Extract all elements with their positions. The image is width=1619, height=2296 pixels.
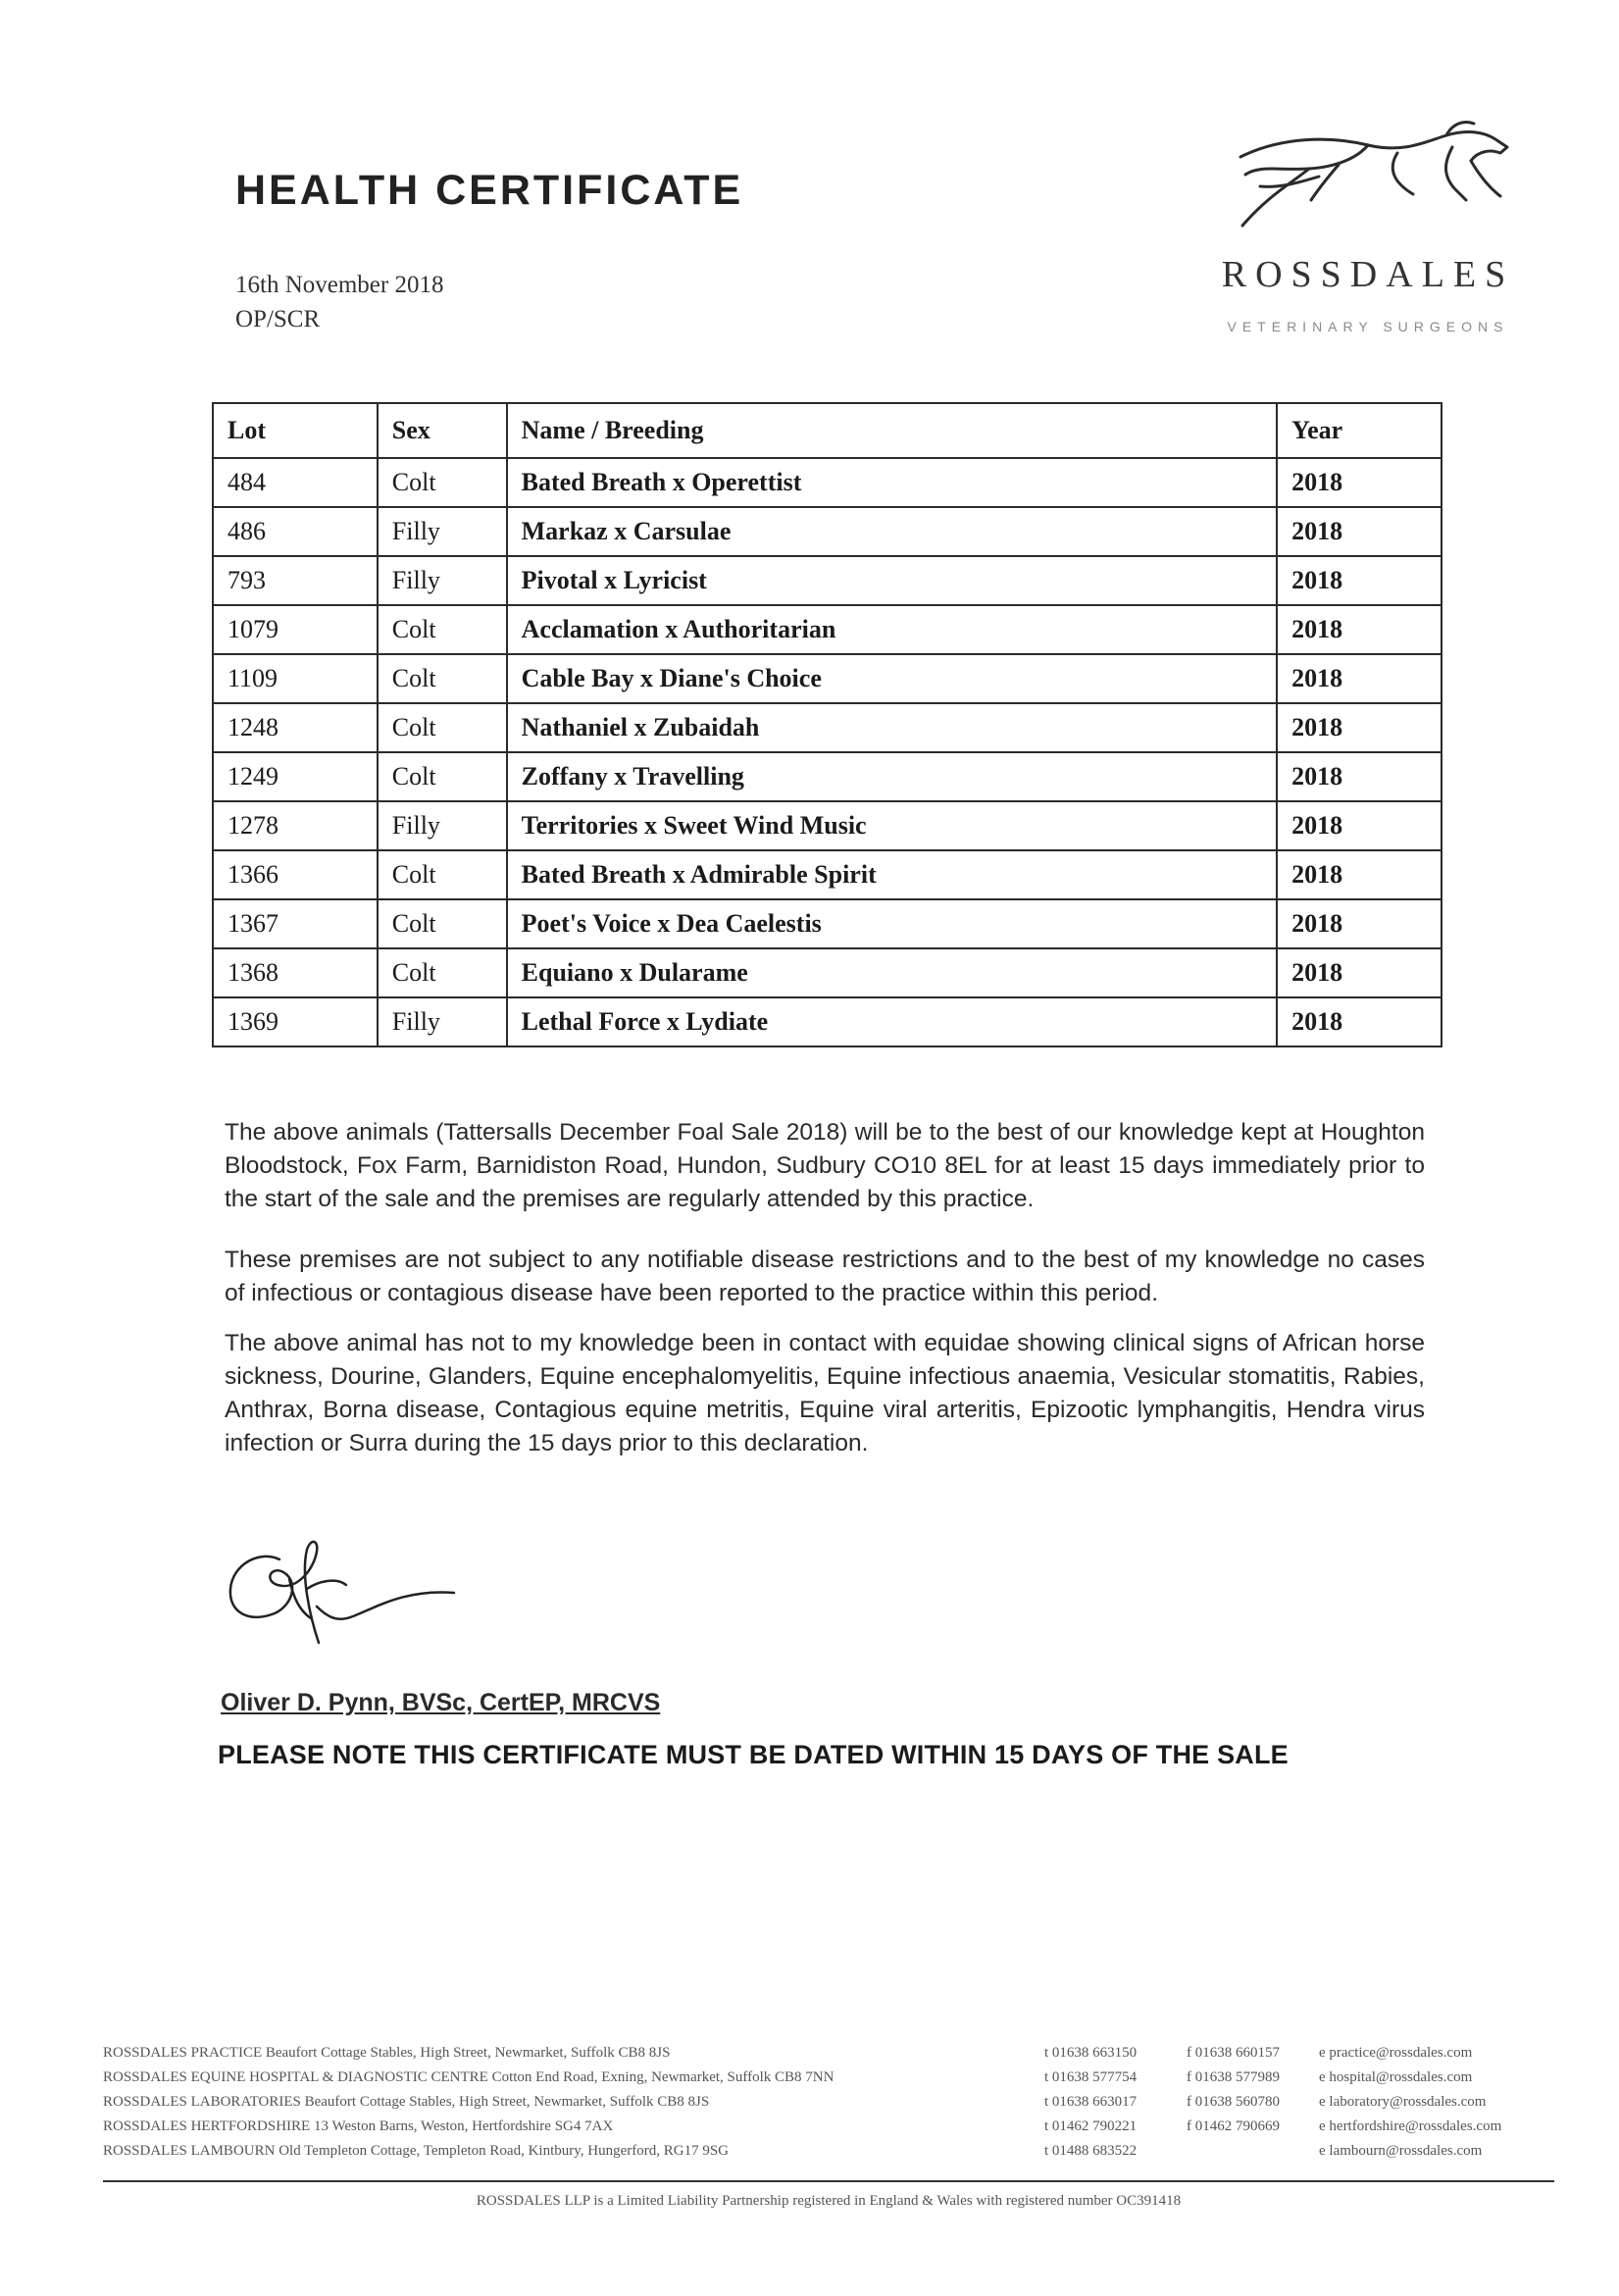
lot-number: 1249: [213, 752, 378, 801]
year: 2018: [1277, 507, 1442, 556]
lot-number: 1367: [213, 899, 378, 948]
footer-row: [103, 2143, 1554, 2168]
sex: Colt: [378, 605, 507, 654]
handwritten-signature-icon: [221, 1520, 485, 1658]
lot-number: 1366: [213, 850, 378, 899]
column-header-year: Year: [1277, 403, 1442, 458]
breeding: Bated Breath x Operettist: [507, 458, 1278, 507]
table-row: [213, 458, 1442, 507]
paragraph-disease-restrictions: These premises are not subject to any notifiable disease restrictions and to the best of my knowledge no cases of infectious or contagious disease have been reported to the practice within this period.: [225, 1247, 1425, 1306]
brand-subtitle: VETERINARY SURGEONS: [1227, 319, 1509, 334]
lot-number: 1278: [213, 801, 378, 850]
sex: Filly: [378, 801, 507, 850]
sex: Colt: [378, 703, 507, 752]
year: 2018: [1277, 556, 1442, 605]
dating-notice: PLEASE NOTE THIS CERTIFICATE MUST BE DATED WITHIN 15 DAYS OF THE SALE: [218, 1740, 1289, 1769]
breeding: Poet's Voice x Dea Caelestis: [507, 899, 1278, 948]
breeding: Markaz x Carsulae: [507, 507, 1278, 556]
breeding: Acclamation x Authoritarian: [507, 605, 1278, 654]
lot-number: 1368: [213, 948, 378, 997]
footer-telephone: t 01638 577754: [1044, 2069, 1138, 2085]
sex: Filly: [378, 507, 507, 556]
footer-row: [103, 2118, 1554, 2143]
paragraph-contact-declaration: The above animal has not to my knowledge been in contact with equidae showing clinical signs of African horse sickness, Dourine, Glanders, Equine encephalomyelitis, Equine infectious anaemia, Vesicular stomatitis, Rabies, Anthrax, Borna disease, Contagious equine metritis, Equine viral arteritis, Epizootic lymphangitis, Hendra virus infection or Surra during the 15 days prior to this declaration.: [225, 1330, 1425, 1456]
year: 2018: [1277, 703, 1442, 752]
footer-email: e hertfordshire@rossdales.com: [1319, 2118, 1502, 2134]
page-title: HEALTH CERTIFICATE: [235, 167, 744, 214]
column-header-lot: Lot: [213, 403, 378, 458]
lot-number: 486: [213, 507, 378, 556]
footer-email: e laboratory@rossdales.com: [1319, 2094, 1487, 2110]
breeding: Zoffany x Travelling: [507, 752, 1278, 801]
breeding: Equiano x Dularame: [507, 948, 1278, 997]
brand-name: ROSSDALES: [1221, 254, 1515, 295]
footer-email: e practice@rossdales.com: [1319, 2045, 1473, 2061]
lot-number: 484: [213, 458, 378, 507]
breeding: Pivotal x Lyricist: [507, 556, 1278, 605]
footer-contacts: [103, 2045, 1554, 2168]
footer-site: ROSSDALES EQUINE HOSPITAL & DIAGNOSTIC CENTRE Cotton End Road, Exning, Newmarket, Suffolk CB8 7NN: [103, 2069, 835, 2085]
sex: Colt: [378, 654, 507, 703]
year: 2018: [1277, 948, 1442, 997]
table-row: [213, 850, 1442, 899]
year: 2018: [1277, 654, 1442, 703]
sex: Colt: [378, 899, 507, 948]
table-row: [213, 997, 1442, 1046]
galloping-horse-logo-icon: [1221, 118, 1515, 250]
column-header-name-breeding: Name / Breeding: [507, 403, 1278, 458]
footer-telephone: t 01488 683522: [1044, 2143, 1138, 2159]
certificate-date: 16th November 2018: [235, 272, 444, 298]
footer-fax: f 01638 660157: [1187, 2045, 1280, 2061]
lot-number: 793: [213, 556, 378, 605]
lot-number: 1369: [213, 997, 378, 1046]
table-row: [213, 752, 1442, 801]
footer-email: e lambourn@rossdales.com: [1319, 2143, 1483, 2159]
sex: Colt: [378, 850, 507, 899]
footer-email: e hospital@rossdales.com: [1319, 2069, 1473, 2085]
footer-row: [103, 2069, 1554, 2094]
year: 2018: [1277, 458, 1442, 507]
lot-number: 1109: [213, 654, 378, 703]
table-row: [213, 654, 1442, 703]
sex: Filly: [378, 556, 507, 605]
sex: Colt: [378, 752, 507, 801]
table-row: [213, 605, 1442, 654]
sex: Filly: [378, 997, 507, 1046]
footer-telephone: t 01638 663150: [1044, 2045, 1138, 2061]
reference-code: OP/SCR: [235, 306, 321, 332]
table-row: [213, 801, 1442, 850]
lot-number: 1079: [213, 605, 378, 654]
footer-row: [103, 2094, 1554, 2118]
footer-divider: [103, 2180, 1554, 2182]
footer-site: ROSSDALES HERTFORDSHIRE 13 Weston Barns, Weston, Hertfordshire SG4 7AX: [103, 2118, 614, 2134]
table-row: [213, 507, 1442, 556]
footer-telephone: t 01638 663017: [1044, 2094, 1138, 2110]
year: 2018: [1277, 752, 1442, 801]
year: 2018: [1277, 801, 1442, 850]
table-row: [213, 703, 1442, 752]
footer-site: ROSSDALES LABORATORIES Beaufort Cottage Stables, High Street, Newmarket, Suffolk CB8 8JS: [103, 2094, 710, 2110]
table-row: [213, 899, 1442, 948]
lot-number: 1248: [213, 703, 378, 752]
signatory-name: Oliver D. Pynn, BVSc, CertEP, MRCVS: [221, 1689, 661, 1716]
breeding: Nathaniel x Zubaidah: [507, 703, 1278, 752]
footer-fax: f 01638 577989: [1187, 2069, 1280, 2085]
footer-fax: f 01462 790669: [1187, 2118, 1280, 2134]
table-row: [213, 948, 1442, 997]
legal-notice: ROSSDALES LLP is a Limited Liability Partnership registered in England & Wales with registered number OC391418: [476, 2193, 1182, 2209]
year: 2018: [1277, 899, 1442, 948]
paragraph-sale-premises: The above animals (Tattersalls December Foal Sale 2018) will be to the best of our knowledge kept at Houghton Bloodstock, Fox Farm, Barnidiston Road, Hundon, Sudbury CO10 8EL for at least 15 days immediately prior to the start of the sale and the premises are regularly attended by this practice.: [225, 1119, 1425, 1212]
table-header-row: [213, 403, 1442, 458]
lots-table: [212, 402, 1442, 1047]
footer-row: [103, 2045, 1554, 2069]
footer-site: ROSSDALES LAMBOURN Old Templeton Cottage, Templeton Road, Kintbury, Hungerford, RG17 9SG: [103, 2143, 730, 2159]
breeding: Cable Bay x Diane's Choice: [507, 654, 1278, 703]
year: 2018: [1277, 850, 1442, 899]
footer-telephone: t 01462 790221: [1044, 2118, 1138, 2134]
year: 2018: [1277, 997, 1442, 1046]
breeding: Territories x Sweet Wind Music: [507, 801, 1278, 850]
sex: Colt: [378, 948, 507, 997]
sex: Colt: [378, 458, 507, 507]
footer-site: ROSSDALES PRACTICE Beaufort Cottage Stables, High Street, Newmarket, Suffolk CB8 8JS: [103, 2045, 671, 2061]
breeding: Bated Breath x Admirable Spirit: [507, 850, 1278, 899]
table-row: [213, 556, 1442, 605]
footer-fax: f 01638 560780: [1187, 2094, 1280, 2110]
breeding: Lethal Force x Lydiate: [507, 997, 1278, 1046]
year: 2018: [1277, 605, 1442, 654]
column-header-sex: Sex: [378, 403, 507, 458]
